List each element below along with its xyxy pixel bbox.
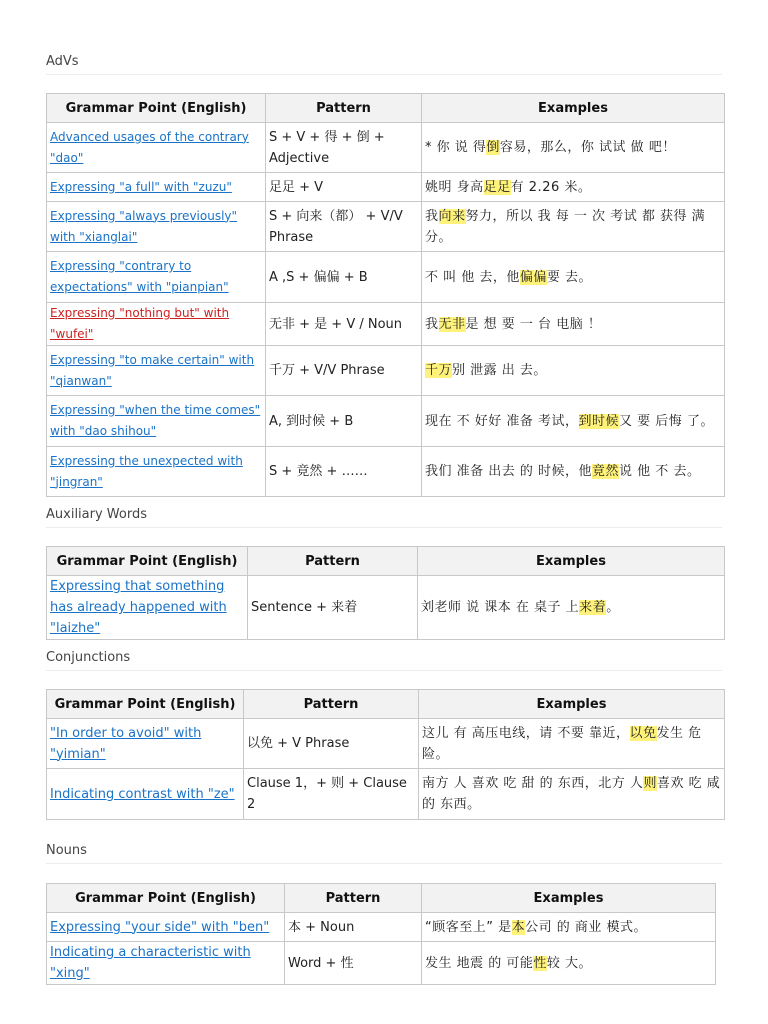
pattern-cell: 以免 + V Phrase (244, 719, 419, 769)
grammar-table-conjunctions (46, 689, 725, 820)
grammar-point-link[interactable]: Expressing that something has already happened with "laizhe" (50, 579, 227, 636)
pattern-cell: Word + 性 (285, 942, 422, 985)
highlighted-keyword: 竟然 (592, 464, 620, 479)
grammar-point-link[interactable]: Expressing "when the time comes" with "dao shihou" (50, 403, 261, 438)
table-row (47, 173, 725, 202)
section-divider (46, 74, 722, 75)
pattern-cell: 无非 + 是 + V / Noun (266, 303, 422, 346)
section-divider (46, 863, 722, 864)
grammar-table-auxiliary (46, 546, 725, 640)
header-pattern: Pattern (285, 884, 422, 913)
grammar-point-link[interactable]: Expressing "nothing but" with "wufei" (50, 306, 230, 341)
table-row (47, 447, 725, 497)
header-examples: Examples (418, 547, 725, 576)
example-cell: 南方 人 喜欢 吃 甜 的 东西，北方 人则喜欢 吃 咸 的 东西。 (419, 769, 725, 820)
highlighted-keyword: 偏偏 (519, 269, 547, 285)
example-cell: 不 叫 他 去，他偏偏要 去。 (422, 252, 725, 303)
highlighted-keyword: 无非 (438, 316, 466, 332)
table-row (47, 769, 725, 820)
pattern-cell: S + 向来（都） + V/V Phrase (266, 202, 422, 252)
pattern-cell: S + V + 得 + 倒 + Adjective (266, 123, 422, 173)
highlighted-keyword: 以免 (629, 725, 657, 741)
table-row (47, 719, 725, 769)
example-cell: 刘老师 说 课本 在 桌子 上来着。 (418, 576, 725, 640)
grammar-point-link[interactable]: Expressing "always previously" with "xianglai" (50, 208, 238, 244)
table-row (47, 202, 725, 252)
pattern-cell: A ,S + 偏偏 + B (266, 252, 422, 303)
grammar-table-nouns (46, 883, 716, 985)
table-header-row (47, 884, 716, 913)
highlighted-keyword: 向来 (438, 208, 466, 224)
example-cell: * 你 说 得倒容易，那么，你 试试 做 吧！ (422, 123, 725, 173)
example-cell: 姚明 身高足足有 2.26 米。 (422, 173, 725, 202)
table-row (47, 942, 716, 985)
header-grammar-point: Grammar Point (English) (47, 547, 248, 576)
example-cell: 发生 地震 的 可能性较 大。 (422, 942, 716, 985)
highlighted-keyword: 足足 (483, 179, 511, 195)
section-title-advs: AdVs (46, 54, 79, 69)
table-row (47, 346, 725, 396)
table-row (47, 252, 725, 303)
table-row (47, 913, 716, 942)
section-title-nouns: Nouns (46, 843, 87, 858)
highlighted-keyword: 千万 (425, 363, 453, 378)
table-header-row (47, 547, 725, 576)
pattern-cell: 足足 + V (266, 173, 422, 202)
example-cell: 千万别 泄露 出 去。 (422, 346, 725, 396)
header-examples: Examples (422, 94, 725, 123)
highlighted-keyword: 性 (533, 955, 547, 971)
header-pattern: Pattern (244, 690, 419, 719)
grammar-point-link[interactable]: Expressing "a full" with "zuzu" (50, 179, 232, 194)
example-cell: 现在 不 好好 准备 考试，到时候又 要 后悔 了。 (422, 396, 725, 447)
table-row (47, 396, 725, 447)
section-divider (46, 527, 722, 528)
table-row (47, 576, 725, 640)
highlighted-keyword: 本 (511, 919, 526, 935)
grammar-point-link[interactable]: Advanced usages of the contrary "dao" (50, 129, 249, 165)
pattern-cell: 本 + Noun (285, 913, 422, 942)
grammar-point-link[interactable]: Expressing "contrary to expectations" with "pianpian" (50, 259, 229, 294)
grammar-point-link[interactable]: Indicating a characteristic with "xing" (50, 945, 251, 981)
pattern-cell: 千万 + V/V Phrase (266, 346, 422, 396)
section-divider (46, 670, 722, 671)
example-cell: 这儿 有 高压电线，请 不要 靠近，以免发生 危 险。 (419, 719, 725, 769)
grammar-point-link[interactable]: Expressing "your side" with "ben" (50, 919, 270, 935)
highlighted-keyword: 倒 (486, 140, 500, 155)
pattern-cell: Clause 1，+ 则 + Clause 2 (244, 769, 419, 820)
grammar-table-advs (46, 93, 725, 497)
grammar-point-link[interactable]: Expressing the unexpected with "jingran" (50, 453, 243, 489)
highlighted-keyword: 则 (643, 776, 657, 791)
example-cell: “顾客至上” 是本公司 的 商业 模式。 (422, 913, 716, 942)
header-grammar-point: Grammar Point (English) (47, 94, 266, 123)
header-examples: Examples (422, 884, 716, 913)
table-row (47, 303, 725, 346)
example-cell: 我们 准备 出去 的 时候，他竟然说 他 不 去。 (422, 447, 725, 497)
section-title-conjunctions: Conjunctions (46, 650, 131, 665)
header-pattern: Pattern (248, 547, 418, 576)
section-title-auxiliary-words: Auxiliary Words (46, 507, 147, 522)
header-grammar-point: Grammar Point (English) (47, 690, 244, 719)
highlighted-keyword: 到时候 (578, 413, 620, 429)
table-header-row (47, 690, 725, 719)
grammar-point-link[interactable]: Expressing "to make certain" with "qianwan" (50, 352, 255, 388)
pattern-cell: Sentence + 来着 (248, 576, 418, 640)
example-cell: 我无非是 想 要 一 台 电脑 ！ (422, 303, 725, 346)
table-header-row (47, 94, 725, 123)
grammar-point-link[interactable]: Indicating contrast with "ze" (50, 786, 235, 802)
header-grammar-point: Grammar Point (English) (47, 884, 285, 913)
example-cell: 我向来努力，所以 我 每 一 次 考试 都 获得 满 分。 (422, 202, 725, 252)
highlighted-keyword: 来着 (579, 600, 607, 615)
header-examples: Examples (419, 690, 725, 719)
grammar-point-link[interactable]: "In order to avoid" with "yimian" (50, 725, 202, 762)
table-row (47, 123, 725, 173)
pattern-cell: S + 竟然 + …… (266, 447, 422, 497)
header-pattern: Pattern (266, 94, 422, 123)
pattern-cell: A, 到时候 + B (266, 396, 422, 447)
